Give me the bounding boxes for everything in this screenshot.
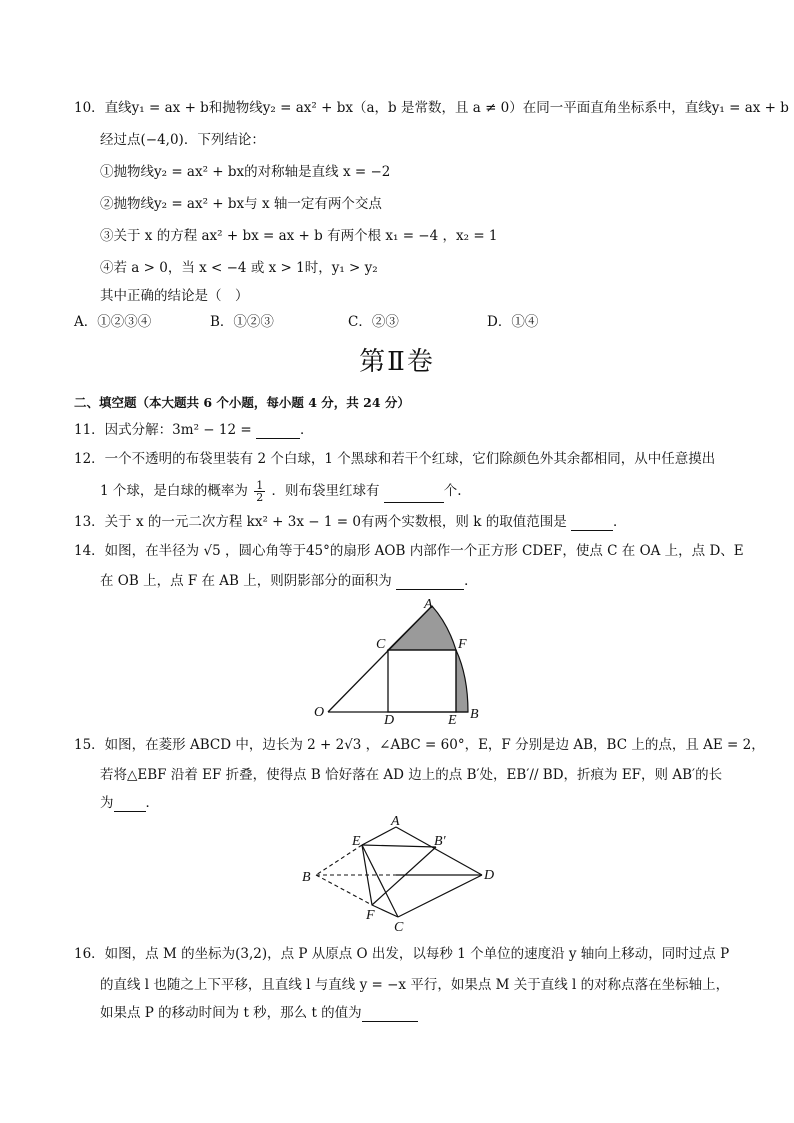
q12-fraction-denominator: 2 — [256, 491, 264, 504]
q16-answer-blank — [362, 1021, 418, 1022]
q10-statement-3: ③关于 x 的方程 ax² + bx = ax + b 有两个根 x₁ = −4 ，x₂ = 1 — [100, 228, 498, 244]
q15-label-e: E — [352, 834, 361, 849]
q12-line2 — [100, 480, 462, 503]
q10-stem-line2: 经过点(−4,0)．下列结论： — [100, 132, 265, 148]
q12-line2a: 1 个球，是白球的概率为 — [100, 483, 248, 499]
q11-line — [74, 421, 313, 439]
q15-side-cf — [372, 905, 398, 917]
q15-line1: 15．如图，在菱形 ABCD 中，边长为 2 + 2√3 ，∠ABC = 60°，E，F 分别是边 AB，BC 上的点，且 AE = 2， — [74, 737, 765, 753]
q10-statement-1: ①抛物线y₂ = ax² + bx的对称轴是直线 x = −2 — [100, 164, 391, 180]
q14-tail: ． — [464, 573, 478, 589]
q12-line1: 12．一个不透明的布袋里装有 2 个白球，1 个黑球和若干个红球，它们除颜色外其余都相同，从中任意摸出 — [74, 451, 716, 467]
q15-label-b-prime: B′ — [434, 834, 446, 849]
q15-label-a: A — [391, 815, 400, 829]
q13-line — [74, 513, 627, 531]
q15-label-f: F — [366, 908, 375, 923]
q11-tail: ． — [299, 422, 314, 438]
q11-answer-blank — [256, 438, 300, 439]
q14-shaded-top — [388, 606, 456, 650]
q15-segment-eb-prime — [362, 845, 436, 847]
q13-answer-blank — [571, 530, 613, 531]
q15-side-dc — [398, 875, 482, 917]
q13-text: 13．关于 x 的一元二次方程 kx² + 3x − 1 = 0有两个实数根，则 k 的取值范围是 — [74, 514, 567, 530]
q10-option-c: C．②③ — [348, 314, 399, 330]
q15-line3 — [100, 794, 159, 812]
q10-statement-2: ②抛物线y₂ = ax² + bx与 x 轴一定有两个交点 — [100, 196, 382, 212]
q13-tail: ． — [613, 514, 627, 530]
q14-label-c: C — [376, 637, 386, 652]
q14-label-e: E — [448, 713, 457, 726]
q15-side-ab — [362, 827, 396, 845]
q15-segment-fb-prime — [372, 847, 436, 905]
q14-square-cdef — [388, 650, 456, 712]
q14-label-d: D — [384, 713, 395, 726]
q15-label-d: D — [484, 868, 495, 883]
q14-line2 — [100, 572, 478, 590]
q10-option-b: B．①②③ — [210, 314, 274, 330]
q15-answer-blank — [114, 811, 146, 812]
q15-rhombus-figure — [296, 815, 506, 935]
q12-fraction — [254, 480, 265, 503]
q15-line3-text: 为 — [100, 795, 114, 811]
q10-stem-line1: 10．直线y₁ = ax + b和抛物线y₂ = ax² + bx（a，b 是常数，且 a ≠ 0）在同一平面直角坐标系中，直线y₁ = ax + b — [74, 100, 789, 116]
q16-line1: 16．如图，点 M 的坐标为(3,2)，点 P 从原点 O 出发，以每秒 1 个单位的速度沿 y 轴向上移动，同时过点 P — [74, 946, 730, 962]
q16-line3-text: 如果点 P 的移动时间为 t 秒，那么 t 的值为 — [100, 1005, 362, 1021]
q14-label-b: B — [470, 707, 479, 722]
section-heading: 二、填空题（本大题共 6 个小题，每小题 4 分，共 24 分） — [74, 395, 410, 410]
q10-option-a: A．①②③④ — [74, 314, 152, 330]
q14-shaded-right — [456, 650, 468, 712]
q16-line2: 的直线 l 也随之上下平移，且直线 l 与直线 y = −x 平行，如果点 M 关于直线 l 的对称点落在坐标轴上， — [100, 977, 730, 993]
q12-answer-blank — [384, 502, 444, 503]
q15-side-ab-dashed — [316, 845, 362, 875]
q15-line2: 若将△EBF 沿着 EF 折叠，使得点 B 恰好落在 AD 边上的点 B′处，EB′// BD，折痕为 EF，则 AB′的长 — [100, 767, 723, 783]
q14-answer-blank — [396, 589, 464, 590]
q12-fraction-numerator: 1 — [256, 479, 264, 492]
q11-text: 11．因式分解：3m² − 12 = — [74, 422, 252, 438]
q15-tail: ． — [145, 795, 159, 811]
q16-line3 — [100, 1004, 418, 1022]
q15-label-b: B — [302, 870, 311, 885]
q10-prompt: 其中正确的结论是（ ） — [100, 288, 249, 304]
q14-line2-text: 在 OB 上，点 F 在 AB 上，则阴影部分的面积为 — [100, 573, 392, 589]
q12-line2c: 个. — [443, 483, 462, 499]
q10-statement-4: ④若 a > 0，当 x < −4 或 x > 1时，y₁ > y₂ — [100, 260, 378, 276]
q12-line2b: ．则布袋里红球有 — [271, 483, 380, 499]
q14-sector-figure — [310, 596, 490, 726]
q14-segment-oa — [328, 606, 432, 712]
q14-label-a: A — [424, 597, 433, 612]
q10-option-d: D．①④ — [487, 314, 539, 330]
q15-label-c: C — [394, 920, 404, 935]
section-title: 第Ⅱ卷 — [359, 347, 435, 377]
q15-side-bf-dashed — [316, 875, 372, 905]
q14-label-o: O — [314, 705, 325, 720]
q14-line1: 14．如图，在半径为 √5 ，圆心角等于45°的扇形 AOB 内部作一个正方形 CDEF，使点 C 在 OA 上，点 D、E — [74, 543, 744, 559]
q14-label-f: F — [458, 637, 467, 652]
